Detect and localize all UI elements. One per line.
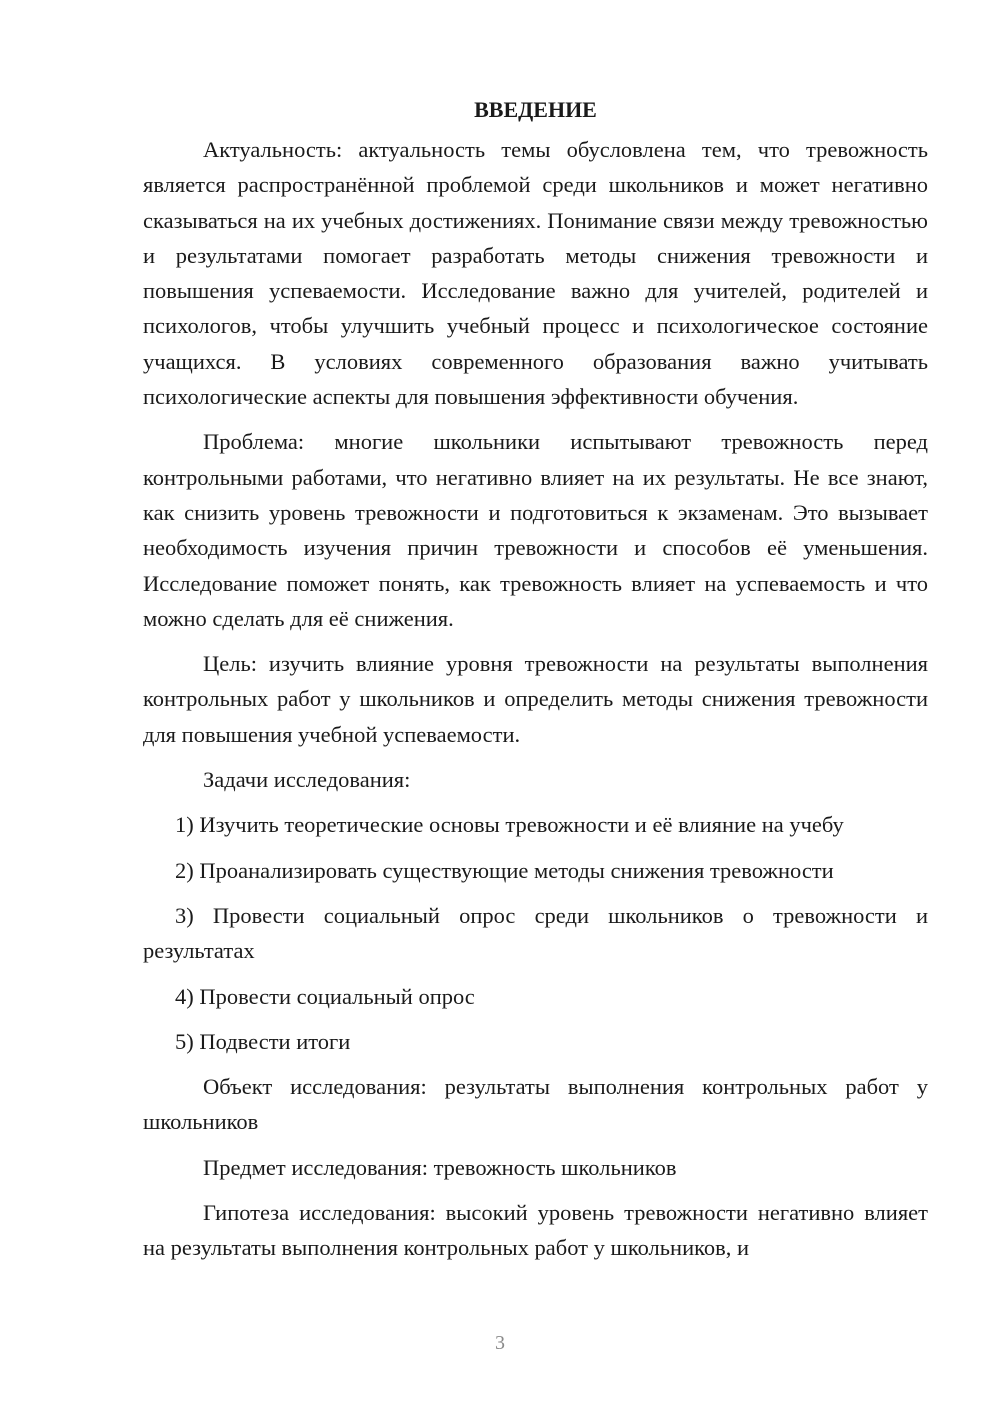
task-item: 1) Изучить теоретические основы тревожности и её влияние на учебу — [175, 812, 844, 838]
problem-paragraph: Проблема: многие школьники испытывают тревожность перед контрольными работами, что негативно влияет на их результаты. Не все знают, как снизить уровень тревожности и подготовиться к экзаменам. Это вызывает необходимость изучения причин тревожности и способов её уменьшения. Исследование поможет понять, как тревожность влияет на успеваемость и что можно сделать для её снижения. — [143, 429, 928, 631]
document-page — [143, 92, 928, 1276]
goal-paragraph: Цель: изучить влияние уровня тревожности на результаты выполнения контрольных работ у школьников и определить методы снижения тревожности для повышения учебной успеваемости. — [143, 651, 928, 747]
task-item: 2) Проанализировать существующие методы снижения тревожности — [175, 857, 834, 883]
task-item: 5) Подвести итоги — [175, 1028, 351, 1054]
page-number: 3 — [495, 1332, 505, 1354]
tasks-heading: Задачи исследования: — [203, 767, 411, 793]
page-title: ВВЕДЕНИЕ — [474, 97, 597, 122]
hypothesis-paragraph: Гипотеза исследования: высокий уровень тревожности негативно влияет на результаты выполнения контрольных работ у школьников, и — [143, 1200, 928, 1261]
task-item: 3) Провести социальный опрос среди школьников о тревожности и результатах — [143, 902, 928, 964]
relevance-paragraph: Актуальность: актуальность темы обусловлена тем, что тревожность является распространённой проблемой среди школьников и может негативно сказываться на их учебных достижениях. Понимание связи между тревожностью и результатами помогает разработать методы снижения тревожности и повышения успеваемости. Исследование важно для учителей, родителей и психологов, чтобы улучшить учебный процесс и психологическое состояние учащихся. В условиях современного образования важно учитывать психологические аспекты для повышения эффективности обучения. — [143, 137, 928, 410]
subject-paragraph: Предмет исследования: тревожность школьников — [203, 1154, 677, 1180]
object-paragraph: Объект исследования: результаты выполнения контрольных работ у школьников — [143, 1074, 928, 1135]
task-item: 4) Провести социальный опрос — [175, 983, 475, 1009]
